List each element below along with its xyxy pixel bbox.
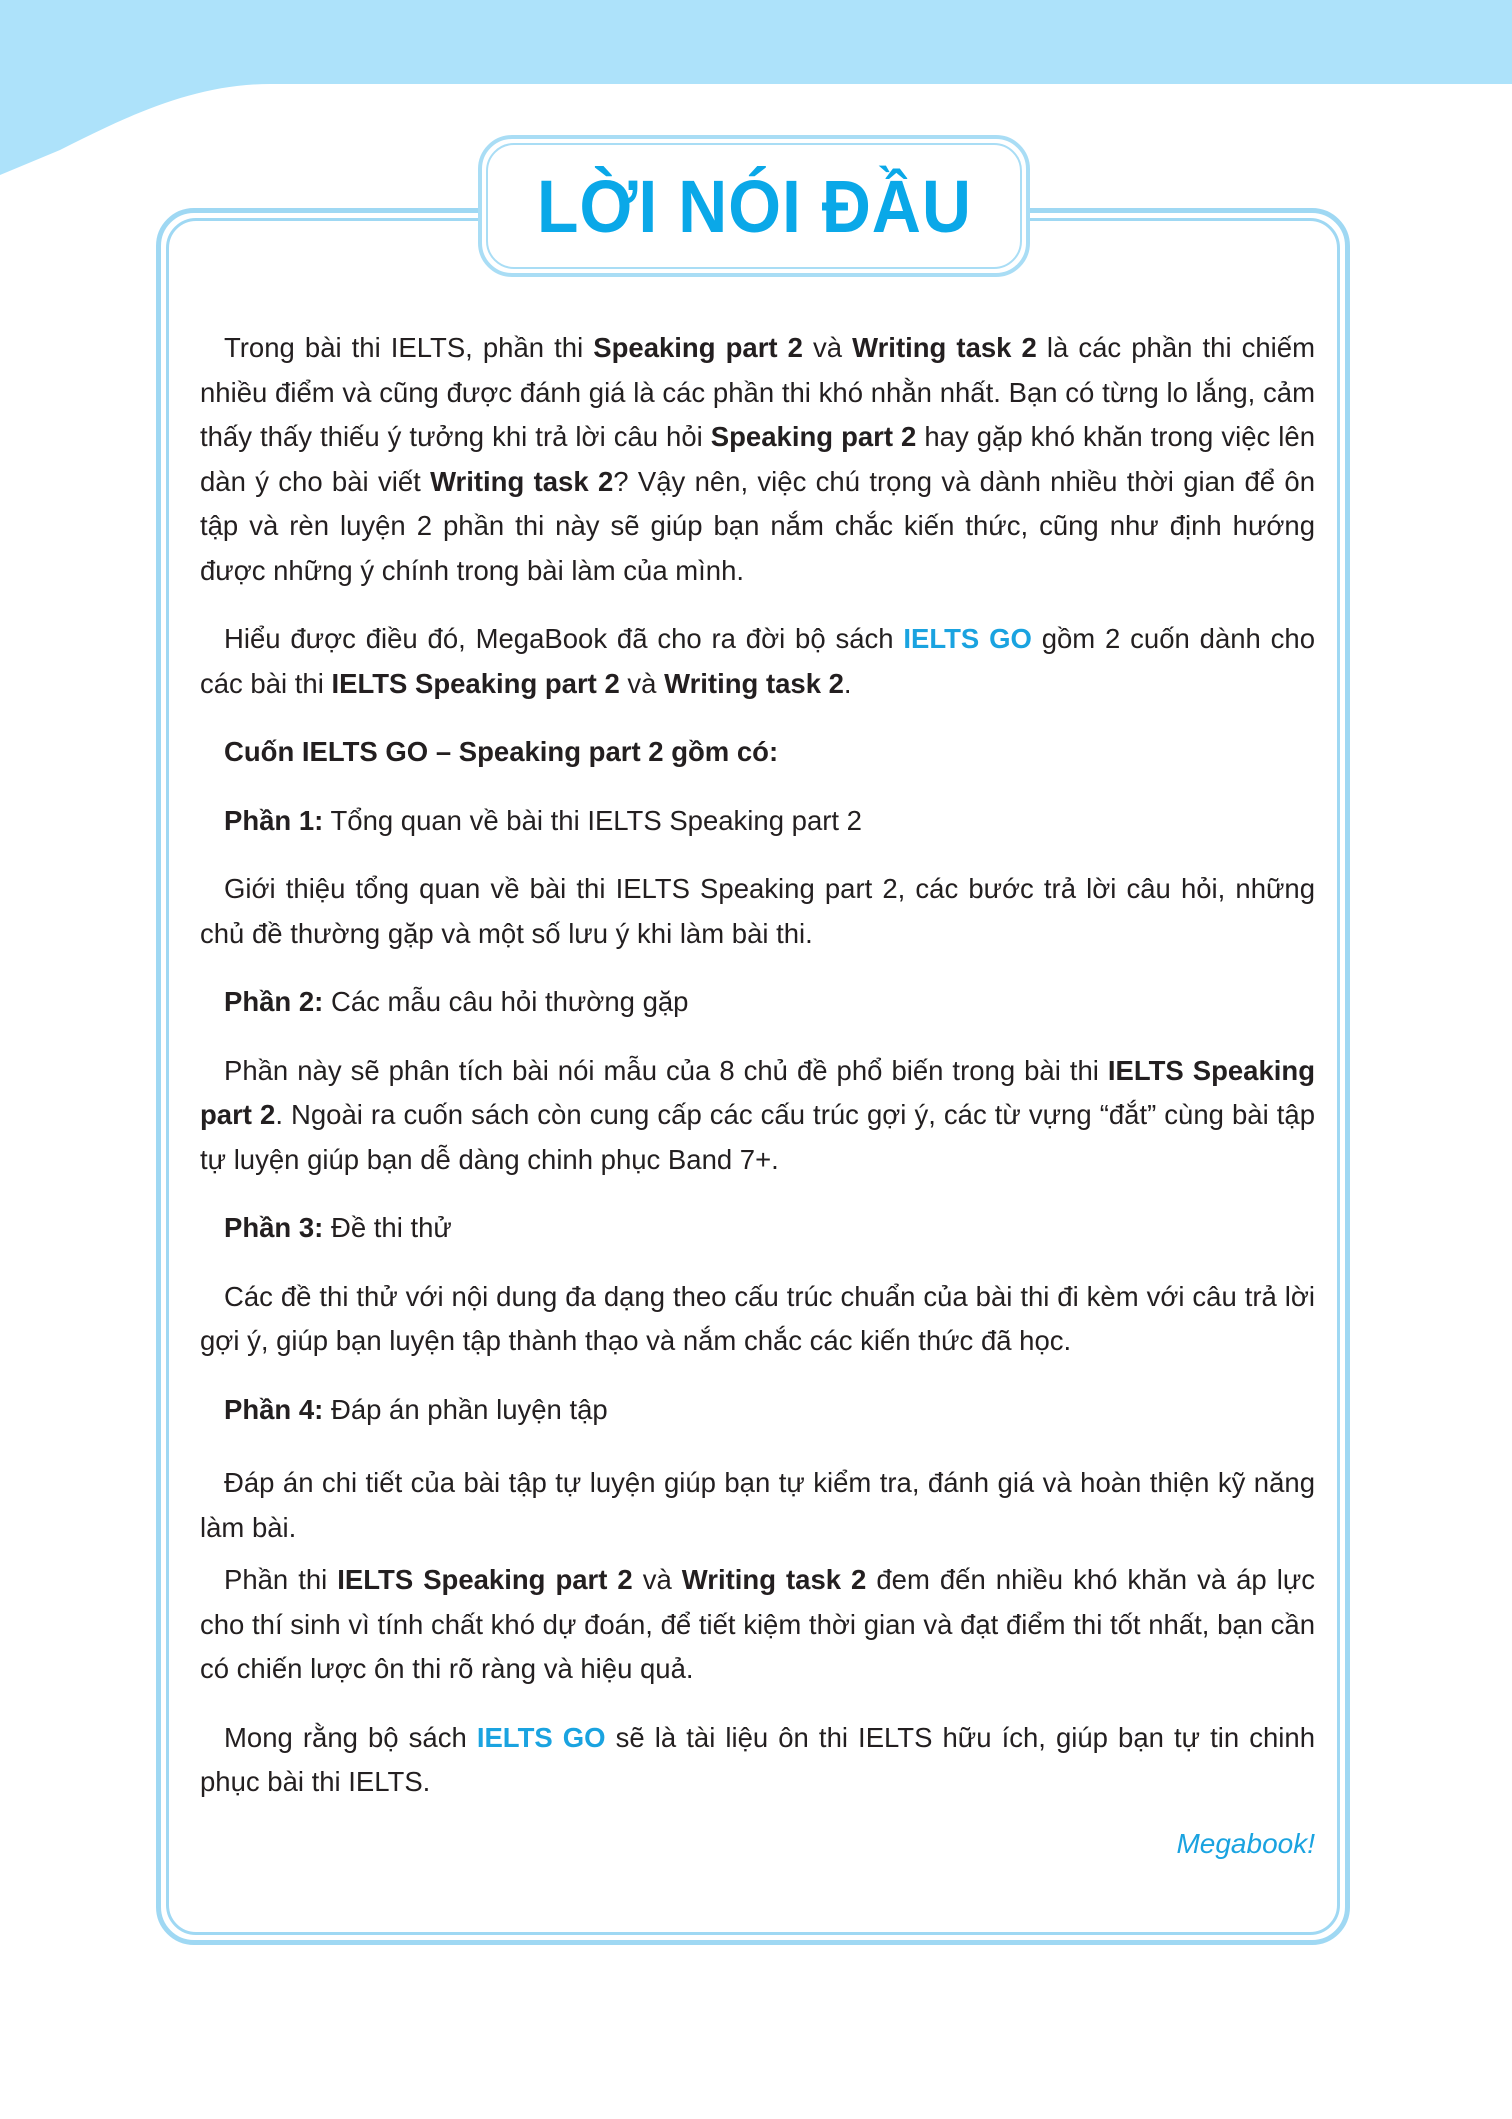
brand-highlight: IELTS GO	[476, 1721, 606, 1753]
page-title: LỜI NÓI ĐẦU	[536, 164, 972, 248]
text: hay gặp khó khăn trong việc lên dàn ý cho bài viết	[200, 421, 1315, 497]
bold-text: IELTS Speaking part 2	[331, 667, 620, 699]
text: sẽ là tài liệu ôn thi IELTS hữu ích, giúp bạn tự tin chinh phục bài thi IELTS.	[200, 1721, 1315, 1797]
paragraph	[200, 730, 1315, 775]
signature: Megabook!	[1176, 1828, 1315, 1859]
title-box-inner	[486, 143, 1022, 269]
bold-text: Speaking part 2	[710, 421, 917, 452]
text: Các mẫu câu hỏi thường gặp	[323, 986, 689, 1017]
bold-text: Speaking part 2	[593, 332, 803, 363]
preface-body	[200, 326, 1315, 1829]
paragraph	[200, 799, 1315, 844]
bold-text: Phần 3:	[224, 1212, 324, 1243]
brand-highlight: IELTS GO	[903, 623, 1032, 654]
text: . Ngoài ra cuốn sách còn cung cấp các cấu trúc gợi ý, các từ vựng “đắt” cùng bài tập tự luyện giúp bạn dễ dàng chinh phục Band 7+.	[200, 1099, 1315, 1175]
text: Trong bài thi IELTS, phần thi	[224, 332, 594, 363]
text: và	[619, 667, 665, 699]
bold-text: Writing task 2	[664, 667, 844, 699]
paragraph	[200, 867, 1315, 956]
text: và	[802, 332, 853, 363]
text: là các phần thi chiếm nhiều điểm và cũng được đánh giá là các phần thi khó nhằn nhất. Bạn có từng lo lắng, cảm thấy thấy thiếu ý tưởng khi trả lời câu hỏi	[200, 332, 1315, 452]
paragraph	[200, 1049, 1315, 1183]
bold-text: Phần 4:	[224, 1393, 324, 1425]
paragraph	[200, 326, 1315, 593]
text: Phần này sẽ phân tích bài nói mẫu của 8 chủ đề phổ biến trong bài thi	[224, 1054, 1108, 1086]
text: Đáp án phần luyện tập	[323, 1393, 608, 1425]
text: Các đề thi thử với nội dung đa dạng theo cấu trúc chuẩn của bài thi đi kèm với câu trả lời gợi ý, giúp bạn luyện tập thành thạo và nắm chắc các kiến thức đã học.	[200, 1280, 1315, 1356]
paragraph	[200, 1558, 1315, 1692]
bold-text: Writing task 2	[681, 1564, 867, 1595]
paragraph	[200, 1388, 1315, 1433]
bold-text: Writing task 2	[852, 332, 1037, 363]
bold-text: IELTS Speaking part 2	[337, 1564, 633, 1595]
text: Đề thi thử	[323, 1212, 452, 1243]
text: Tổng quan về bài thi IELTS Speaking part 2	[323, 804, 862, 836]
bold-text: Writing task 2	[430, 465, 614, 497]
text: Đáp án chi tiết của bài tập tự luyện giúp bạn tự kiểm tra, đánh giá và hoàn thiện kỹ năng làm bài.	[200, 1467, 1315, 1543]
text: gồm 2 cuốn dành cho các bài thi	[200, 623, 1315, 699]
text: và	[632, 1564, 682, 1595]
text: Mong rằng bộ sách	[224, 1721, 477, 1753]
bold-text: Phần 1:	[224, 804, 324, 836]
text: .	[843, 667, 852, 699]
paragraph	[200, 617, 1315, 706]
text: đem đến nhiều khó khăn và áp lực cho thí sinh vì tính chất khó dự đoán, để tiết kiệm thời gian và đạt điểm thi tốt nhất, bạn cần có chiến lược ôn thi rõ ràng và hiệu quả.	[200, 1564, 1315, 1684]
bold-text: IELTS Speaking part 2	[200, 1054, 1315, 1130]
paragraph	[200, 980, 1315, 1025]
text: ? Vậy nên, việc chú trọng và dành nhiều thời gian để ôn tập và rèn luyện 2 phần thi này sẽ giúp bạn nắm chắc kiến thức, cũng như định hướng được những ý chính trong bài làm của mình.	[200, 465, 1316, 586]
text: Phần thi	[224, 1564, 338, 1595]
text: Giới thiệu tổng quan về bài thi IELTS Speaking part 2, các bước trả lời câu hỏi, những chủ đề thường gặp và một số lưu ý khi làm bài thi.	[200, 873, 1315, 949]
paragraph	[200, 1461, 1315, 1550]
bold-text: Cuốn IELTS GO – Speaking part 2 gồm có:	[224, 736, 779, 767]
bold-text: Phần 2:	[224, 986, 324, 1017]
paragraph	[200, 1275, 1315, 1364]
text: Hiểu được điều đó, MegaBook đã cho ra đời bộ sách	[224, 623, 904, 654]
paragraph	[200, 1716, 1315, 1805]
paragraph	[200, 1206, 1315, 1251]
